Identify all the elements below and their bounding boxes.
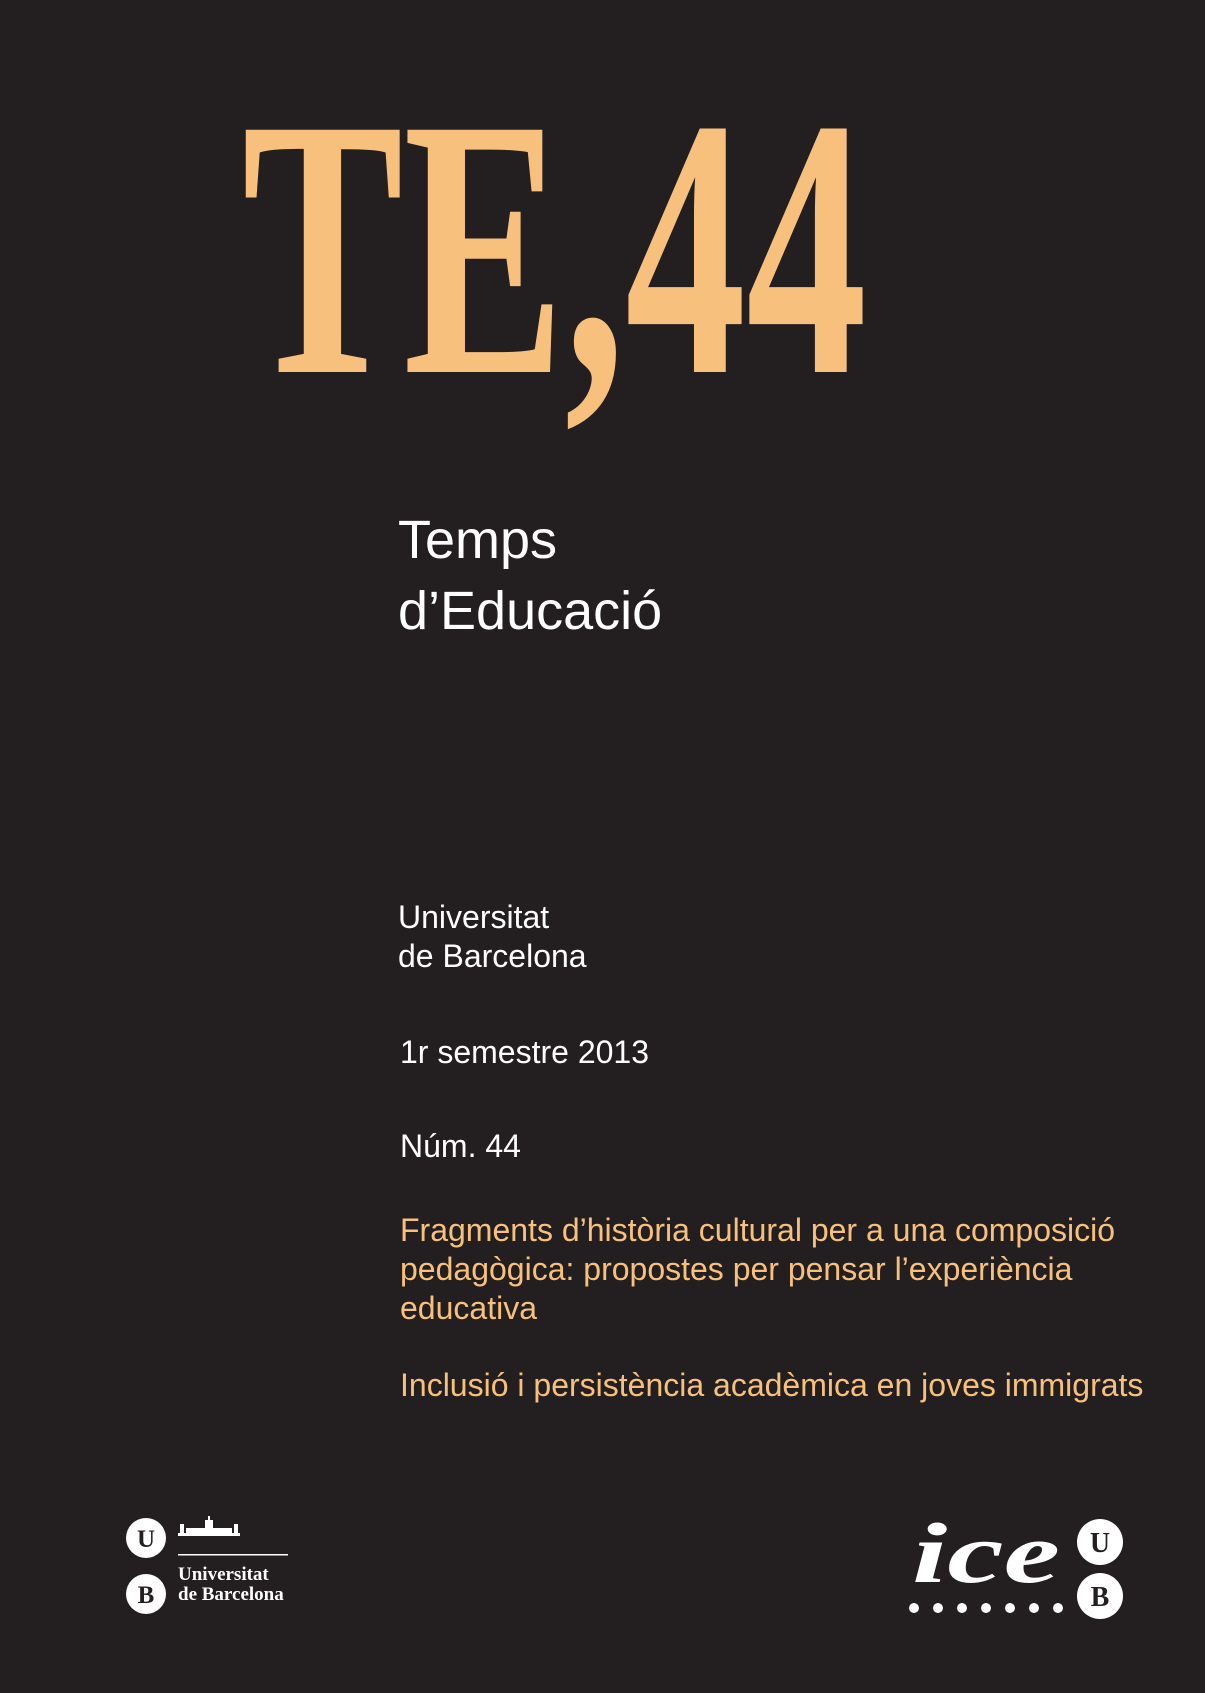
article-list: [400, 1211, 1190, 1443]
ice-logo: [908, 1508, 1130, 1628]
masthead-title: [0, 20, 1205, 460]
ub-logo-name-line-1: Universitat: [178, 1564, 269, 1585]
journal-title-line-2: d’Educació: [398, 581, 663, 641]
issue-number: Núm. 44: [400, 1128, 521, 1164]
masthead-text: TE,44: [242, 43, 867, 453]
ice-wordmark: ice: [912, 1508, 1060, 1601]
ub-logo-letter-u: U: [136, 1526, 156, 1553]
building-icon: [178, 1516, 240, 1536]
publisher-line-2: de Barcelona: [398, 938, 587, 974]
journal-title-line-1: Temps: [398, 510, 558, 570]
journal-title: [398, 505, 662, 647]
ice-logo-letter-b: B: [1090, 1582, 1110, 1613]
ub-logo-name-line-2: de Barcelona: [178, 1584, 284, 1605]
article-title-2: Inclusió i persistència acadèmica en joves immigrats: [400, 1367, 1144, 1403]
ub-logo-divider: [178, 1554, 288, 1556]
ice-dots: [909, 1603, 1063, 1613]
ub-logo-letter-b: B: [137, 1582, 155, 1609]
semester-label: 1r semestre 2013: [400, 1034, 650, 1070]
publisher: [398, 898, 587, 976]
publisher-line-1: Universitat: [398, 899, 550, 935]
article-title-1: Fragments d’història cultural per a una composició pedagògica: propostes per pensar l’experiència educativa: [400, 1212, 1115, 1326]
ice-logo-letter-u: U: [1089, 1528, 1111, 1559]
ub-logo: [122, 1516, 322, 1624]
